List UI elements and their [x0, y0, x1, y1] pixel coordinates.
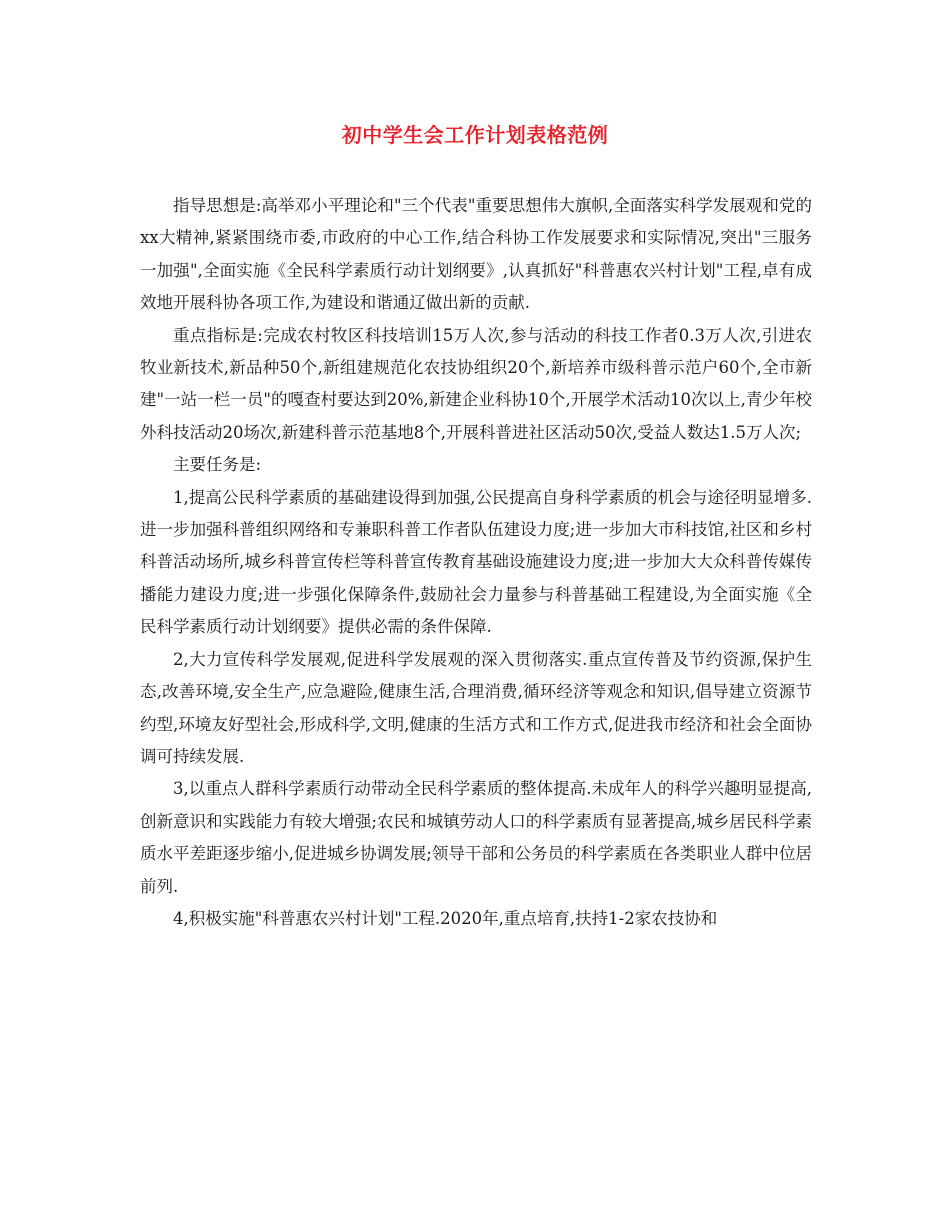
paragraph-key-indicators: 重点指标是:完成农村牧区科技培训15万人次,参与活动的科技工作者0.3万人次,引进农牧业新技术,新品种50个,新组建规范化农技协组织20个,新培养市级科普示范户60个,全市新建"一站一栏一员"的嘎查村要达到20%,新建企业科协10个,开展学术活动10次以上,青少年校外科技活动20场次,新建科普示范基地8个,开展科普进社区活动50次,受益人数达1.5万人次;: [140, 325, 812, 442]
paragraph-main-tasks-heading: 主要任务是:: [173, 455, 262, 475]
paragraph-guiding-ideology: 指导思想是:高举邓小平理论和"三个代表"重要思想伟大旗帜,全面落实科学发展观和党的xx大精神,紧紧围绕市委,市政府的中心工作,结合科协工作发展要求和实际情况,突出"三服务一加强",全面实施《全民科学素质行动计划纲要》,认真抓好"科普惠农兴村计划"工程,卓有成效地开展科协各项工作,为建设和谐通辽做出新的贡献.: [140, 196, 812, 313]
paragraph-task-3: 3,以重点人群科学素质行动带动全民科学素质的整体提高.未成年人的科学兴趣明显提高,创新意识和实践能力有较大增强;农民和城镇劳动人口的科学素质有显著提高,城乡居民科学素质水平差距逐步缩小,促进城乡协调发展;领导干部和公务员的科学素质在各类职业人群中位居前列.: [140, 779, 812, 896]
paragraph-task-2: 2,大力宣传科学发展观,促进科学发展观的深入贯彻落实.重点宣传普及节约资源,保护生态,改善环境,安全生产,应急避险,健康生活,合理消费,循环经济等观念和知识,倡导建立资源节约型,环境友好型社会,形成科学,文明,健康的生活方式和工作方式,促进我市经济和社会全面协调可持续发展.: [140, 649, 812, 766]
document-title: 初中学生会工作计划表格范例: [341, 123, 609, 147]
paragraph-task-1: 1,提高公民科学素质的基础建设得到加强,公民提高自身科学素质的机会与途径明显增多.进一步加强科普组织网络和专兼职科普工作者队伍建设力度;进一步加大市科技馆,社区和乡村科普活动场所,城乡科普宣传栏等科普宣传教育基础设施建设力度;进一步加大大众科普传媒传播能力建设力度;进一步强化保障条件,鼓励社会力量参与科普基础工程建设,为全面实施《全民科学素质行动计划纲要》提供必需的条件保障.: [140, 487, 812, 637]
paragraph-task-4: 4,积极实施"科普惠农兴村计划"工程.2020年,重点培育,扶持1-2家农技协和: [173, 908, 718, 928]
document-body: [140, 190, 812, 935]
